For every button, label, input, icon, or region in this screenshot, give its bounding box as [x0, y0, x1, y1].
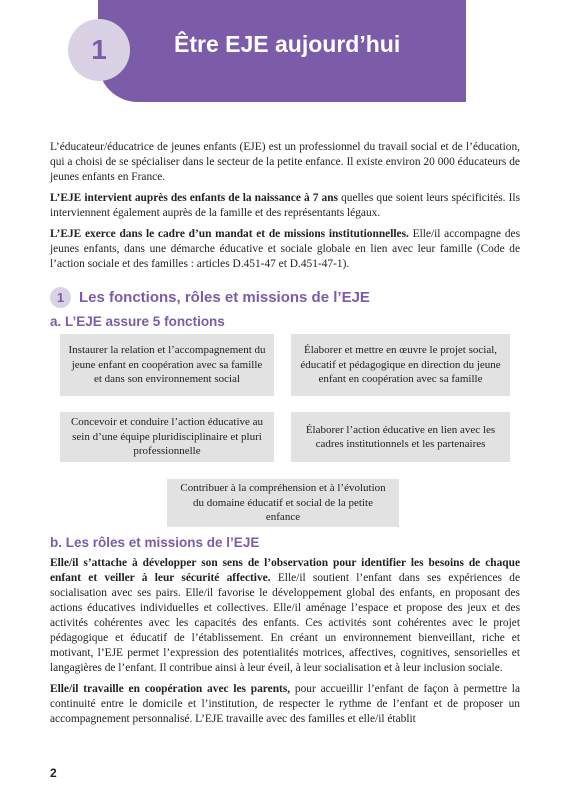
roles-p2-rest: pour accueillir l’enfant de façon à permettre la continuité entre le domicile et l’institution, de respecter le rythme de l’enfant et de proposer un accompagnement personnalisé. L’EJE travaille avec des familles et elle/il établit [50, 683, 520, 725]
roles-p2-bold: Elle/il travaille en coopération avec les parents, [50, 683, 291, 695]
intro-p3-rest: Elle/il accompagne des jeunes enfants, dans une démarche éducative et sociale globale en lien avec leur famille (Code de l’action sociale et des familles : articles D.451-47 et D.451-47-1). [50, 228, 521, 270]
function-box-5: Contribuer à la compréhension et à l’évolution du domaine éducatif et social de la petite enfance [167, 479, 399, 527]
roles-text [50, 556, 520, 733]
section-heading [50, 287, 370, 308]
intro-text [50, 140, 520, 278]
intro-paragraph-3 [50, 227, 520, 272]
intro-paragraph-2 [50, 191, 520, 221]
function-box-4: Élaborer l’action éducative en lien avec les cadres institutionnels et les partenaires [291, 412, 510, 462]
section-number-badge: 1 [50, 287, 71, 308]
roles-p1-bold: Elle/il s’attache à développer son sens de l’observation pour identifier les besoins de chaque enfant et veiller à leur sécurité affective. [50, 557, 520, 584]
subsection-a-heading: a. L’EJE assure 5 fonctions [50, 314, 225, 329]
chapter-number-badge: 1 [68, 19, 130, 81]
page-number: 2 [50, 766, 57, 780]
function-box-1: Instaurer la relation et l’accompagnement du jeune enfant en coopération avec sa famille et dans son environnement social [60, 334, 274, 396]
roles-p1-rest: Elle/il soutient l’enfant dans ses expériences de socialisation avec ses pairs. Elle/il favorise le développement global des enfants, en proposant des actions éducatives individuelles et collectives. Elle/il aménage l’espace et propose des jeux et des activités cohérentes avec les capacités des enfants. Ces activités sont cohérentes avec le projet pédagogique et éducatif de l’établissement. En créant un environnement bienveillant, riche et motivant, l’EJE permet l’expression des potentialités motrices, affectives, cognitives, sensorielles et langagières de l’enfant. Il contribue ainsi à leur éveil, à leur socialisation et à leur inclusion sociale. [50, 572, 520, 674]
section-title: Les fonctions, rôles et missions de l’EJE [79, 289, 370, 306]
intro-p2-bold: L’EJE intervient auprès des enfants de la naissance à 7 ans [50, 192, 338, 204]
chapter-title: Être EJE aujourd’hui [174, 31, 401, 57]
subsection-b-heading: b. Les rôles et missions de l’EJE [50, 535, 260, 550]
intro-p3-bold: L’EJE exerce dans le cadre d’un mandat et de missions institutionnelles. [50, 228, 409, 240]
intro-p2-rest: quelles que soient leurs spécificités. Ils interviennent également auprès de la famille et des représentants légaux. [50, 192, 521, 219]
function-box-3: Concevoir et conduire l’action éducative au sein d’une équipe pluridisciplinaire et pluri professionnelle [60, 412, 274, 462]
function-box-2: Élaborer et mettre en œuvre le projet social, éducatif et pédagogique en direction du jeune enfant en coopération avec sa famille [291, 334, 510, 396]
roles-paragraph-2 [50, 682, 520, 727]
intro-paragraph-1: L’éducateur/éducatrice de jeunes enfants (EJE) est un professionnel du travail social et de l’éducation, qui a choisi de se spécialiser dans le secteur de la petite enfance. Il existe environ 20 000 éducateurs de jeunes enfants en France. [50, 141, 520, 183]
roles-paragraph-1 [50, 556, 520, 676]
